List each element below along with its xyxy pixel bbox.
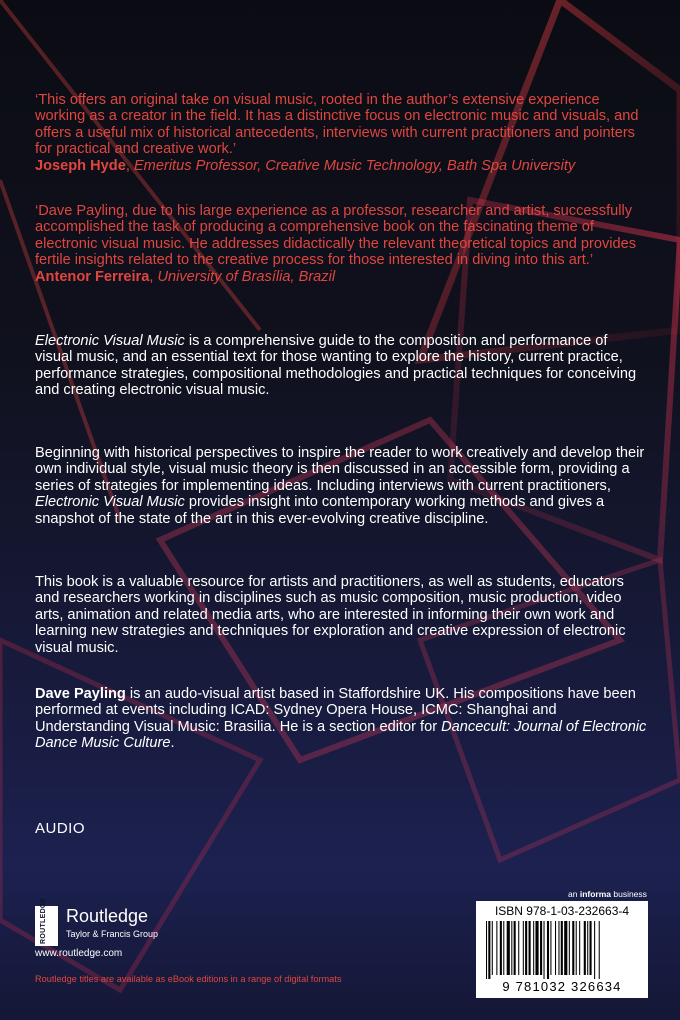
publisher-url: www.routledge.com bbox=[35, 948, 123, 959]
barcode-bar bbox=[496, 921, 497, 975]
quote-1-author: Joseph Hyde bbox=[35, 157, 126, 174]
barcode-bar bbox=[599, 921, 600, 979]
barcode-bar bbox=[584, 921, 586, 975]
barcode-icon bbox=[484, 921, 640, 979]
barcode-bar bbox=[525, 921, 527, 975]
book-title: Electronic Visual Music bbox=[35, 333, 185, 349]
quote-2-affiliation: University of Brasília, Brazil bbox=[157, 268, 336, 285]
barcode-bar bbox=[579, 921, 580, 975]
barcode-bar bbox=[507, 921, 510, 975]
barcode-bar bbox=[544, 921, 545, 979]
description-1-text: is a comprehensive guide to the composition and performance of visual music, and an essential text for those wanting to explore the history, current practice, performance strategies, compositional methodologies and practical techniques for conceiving and creating electronic visual music. bbox=[35, 333, 637, 399]
journal-title: Dancecult: Journal of Electronic Dance Music Culture bbox=[35, 718, 647, 752]
description-paragraph-2 bbox=[35, 445, 647, 527]
description-paragraph-3 bbox=[35, 574, 647, 656]
publisher-group: Taylor & Francis Group bbox=[66, 929, 159, 939]
quote-2-attribution: Antenor Ferreira, University of Brasília, Brazil bbox=[35, 268, 336, 285]
barcode-bar bbox=[518, 921, 519, 975]
barcode-bar bbox=[547, 921, 549, 979]
barcode-digits: 9 781032 326634 bbox=[502, 979, 622, 994]
isbn-label: ISBN 978-1-03-232663-4 bbox=[494, 904, 630, 918]
informa-tagline: an informa business bbox=[568, 889, 647, 899]
quote-2-author: Antenor Ferreira bbox=[35, 268, 150, 285]
barcode-bar bbox=[558, 921, 559, 975]
barcode-bar bbox=[572, 921, 574, 975]
publisher-logo bbox=[35, 897, 235, 946]
description-3-text: This book is a valuable resource for artists and practitioners, as well as students, educators and researchers working in disciplines such as music composition, music production, video arts, animation and related media arts, who are interested in informing their own work and learning new strategies and techniques for exploration and creative expression of electronic visual music. bbox=[35, 574, 626, 656]
author-bio: Dave Payling is an audo-visual artist based in Staffordshire UK. His compositions have been performed at events including ICAD: Sydney Opera House, ICMC: Shanghai and Understanding Visual Music: Brasilia. He is a section editor for Dancecult: Journal of Electronic Dance Music Culture. bbox=[35, 686, 647, 752]
barcode-bar bbox=[555, 921, 556, 975]
quote-block-1 bbox=[35, 92, 647, 174]
barcode-bar bbox=[503, 921, 504, 975]
barcode-bar bbox=[576, 921, 577, 975]
barcode-bar bbox=[514, 921, 516, 975]
description-paragraph-1 bbox=[35, 333, 647, 399]
barcode-bar bbox=[486, 921, 487, 979]
quote-1-text: ‘This offers an original take on visual music, rooted in the author’s extensive experience working as a creator in the field. It has a distinctive focus on electronic music and visuals, and offers a useful mix of historical antecedents, interviews with current practitioners and pointers for practical and creative work.’ bbox=[35, 92, 639, 158]
barcode-bar bbox=[535, 921, 538, 975]
barcode-bar bbox=[500, 921, 502, 975]
red-frame-top-right bbox=[420, 0, 680, 360]
barcode-bar bbox=[550, 921, 551, 975]
ebook-note: Routledge titles are available as eBook editions in a range of digital formats bbox=[35, 974, 342, 984]
isbn-barcode bbox=[476, 901, 648, 998]
barcode-bar bbox=[488, 921, 490, 979]
quote-block-2 bbox=[35, 203, 647, 285]
barcode-bar bbox=[533, 921, 534, 975]
barcode-bar bbox=[594, 921, 595, 979]
barcode-bar bbox=[523, 921, 524, 975]
description-2-text-end: provides insight into contemporary working methods and gives a snapshot of the state of the art in this ever-evolving creative discipline. bbox=[35, 494, 605, 527]
barcode-bar bbox=[529, 921, 531, 975]
barcode-bar bbox=[511, 921, 512, 975]
barcode-bar bbox=[561, 921, 563, 975]
routledge-logo-icon: ROUTLEDGE bbox=[35, 906, 58, 946]
publisher-name: Routledge bbox=[66, 906, 149, 926]
quote-2-text: ‘Dave Payling, due to his large experience as a professor, researcher and artist, successfully accomplished the task of producing a comprehensive book on the fascinating theme of electronic visual music. He addresses didactically the relevant theoretical topics and provides fertile insights related to the creative process for those interested in diving into this art.’ bbox=[35, 203, 637, 269]
author-bio-text: is an audo-visual artist based in Staffordshire UK. His compositions have been performed at events including ICAD: Sydney Opera House, ICMC: Shanghai and Understanding Visual Music: Brasilia. He is a section editor for bbox=[35, 686, 636, 735]
author-name: Dave Payling bbox=[35, 686, 126, 702]
barcode-bar bbox=[492, 921, 493, 975]
quote-1-affiliation: Emeritus Professor, Creative Music Technology, Bath Spa University bbox=[133, 157, 576, 174]
book-title-inline: Electronic Visual Music bbox=[35, 494, 185, 511]
barcode-bar bbox=[569, 921, 570, 975]
barcode-bar bbox=[590, 921, 592, 975]
category-label: AUDIO bbox=[35, 820, 86, 837]
barcode-bar bbox=[564, 921, 567, 975]
quote-1-attribution: Joseph Hyde, Emeritus Professor, Creative Music Technology, Bath Spa University bbox=[35, 157, 576, 174]
description-2-text-start: Beginning with historical perspectives to inspire the reader to work creatively and develop their own individual style, visual music theory is then discussed in an accessible form, providing a series of strategies for implementing ideas. Including interviews with current practitioners, bbox=[35, 445, 645, 494]
barcode-bar bbox=[540, 921, 542, 975]
barcode-bar bbox=[587, 921, 588, 975]
informa-brand: informa bbox=[579, 889, 611, 899]
